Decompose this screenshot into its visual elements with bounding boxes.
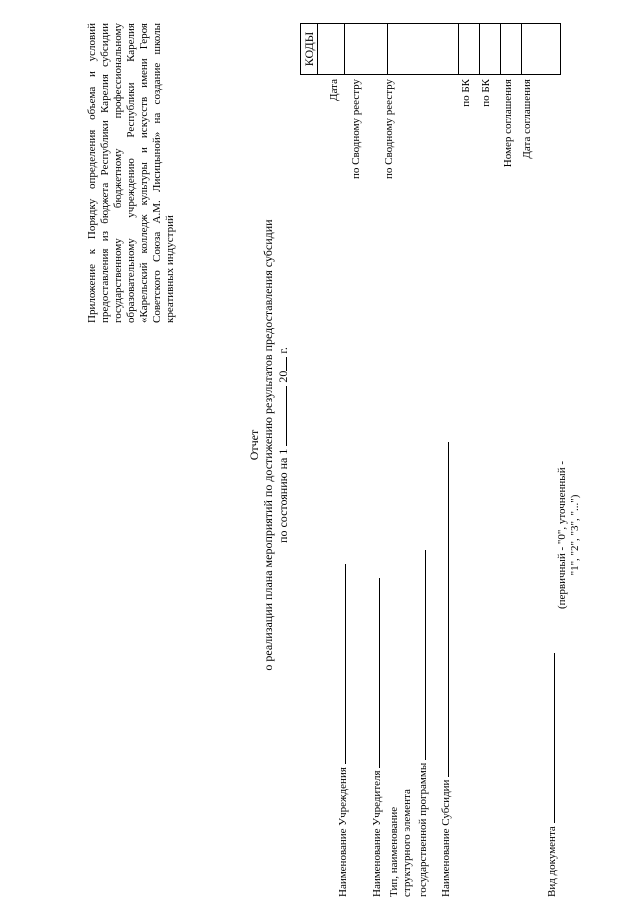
field-program bbox=[388, 550, 430, 897]
code-cell-bk-1 bbox=[459, 24, 480, 75]
doc-type-hint bbox=[556, 420, 582, 650]
field-institution bbox=[334, 564, 350, 897]
report-date-prefix: по состоянию на 1 bbox=[276, 448, 290, 543]
report-title: Отчет bbox=[247, 429, 261, 461]
codes-header-cell bbox=[301, 24, 318, 75]
codes-table bbox=[300, 23, 561, 75]
code-label-bk-1: по БК bbox=[460, 79, 472, 107]
report-subtitle: о реализации плана мероприятий по достижению результатов предоставления субсидии bbox=[261, 219, 275, 671]
field-program-line bbox=[414, 550, 426, 760]
field-doc-type-label: Вид документа bbox=[546, 826, 558, 897]
code-cell-registry-2 bbox=[388, 24, 459, 75]
code-label-registry-2: по Сводному реестру bbox=[383, 79, 395, 179]
code-cell-agreement-number bbox=[501, 24, 522, 75]
field-subsidy bbox=[437, 442, 453, 897]
field-doc-type bbox=[543, 653, 559, 897]
field-subsidy-label: Наименование Субсидии bbox=[440, 779, 452, 897]
report-year-suffix: г. bbox=[276, 347, 290, 354]
doc-type-hint-2: "1", "2", "3", "...") bbox=[569, 494, 581, 576]
field-institution-line bbox=[334, 564, 346, 764]
report-year-prefix: 20 bbox=[276, 370, 290, 383]
field-subsidy-line bbox=[437, 442, 449, 777]
field-program-line3-wrap bbox=[414, 550, 430, 897]
code-label-agreement-number: Номер соглашения bbox=[502, 79, 514, 168]
date-blank bbox=[275, 386, 287, 446]
field-founder-line bbox=[368, 578, 380, 768]
field-founder-label: Наименование Учредителя bbox=[371, 770, 383, 897]
field-program-line1: Тип, наименование bbox=[388, 806, 400, 897]
year-blank bbox=[275, 357, 287, 371]
codes-header: КОДЫ bbox=[301, 31, 316, 67]
code-label-date: Дата bbox=[328, 79, 340, 101]
code-cell-agreement-date bbox=[522, 24, 561, 75]
field-program-line2: структурного элемента bbox=[401, 789, 413, 897]
code-label-bk-2: по БК bbox=[480, 79, 492, 107]
code-label-agreement-date: Дата соглашения bbox=[521, 79, 533, 159]
report-date-line bbox=[275, 285, 290, 605]
code-cell-bk-2 bbox=[480, 24, 501, 75]
doc-type-hint-1: (первичный - "0", уточненный - bbox=[556, 461, 568, 609]
code-cell-registry-1 bbox=[345, 24, 388, 75]
code-label-registry-1: по Сводному реестру bbox=[350, 79, 362, 179]
code-cell-date bbox=[318, 24, 345, 75]
field-program-line3: государственной программы bbox=[417, 762, 429, 897]
appendix-text: Приложение к Порядку определения объема и условий предоставления из бюджета Республики Карелия субсидии государственному бюджетному профессиональному образовательному учреждению Республики Карелия «Карельский колледж культуры и искусств имени Героя Советского Союза А.М. Лисицыной» на создание школы креативных индустрий bbox=[86, 23, 176, 323]
field-doc-type-line bbox=[543, 653, 555, 823]
field-founder bbox=[368, 578, 384, 897]
field-institution-label: Наименование Учреждения bbox=[337, 767, 349, 897]
